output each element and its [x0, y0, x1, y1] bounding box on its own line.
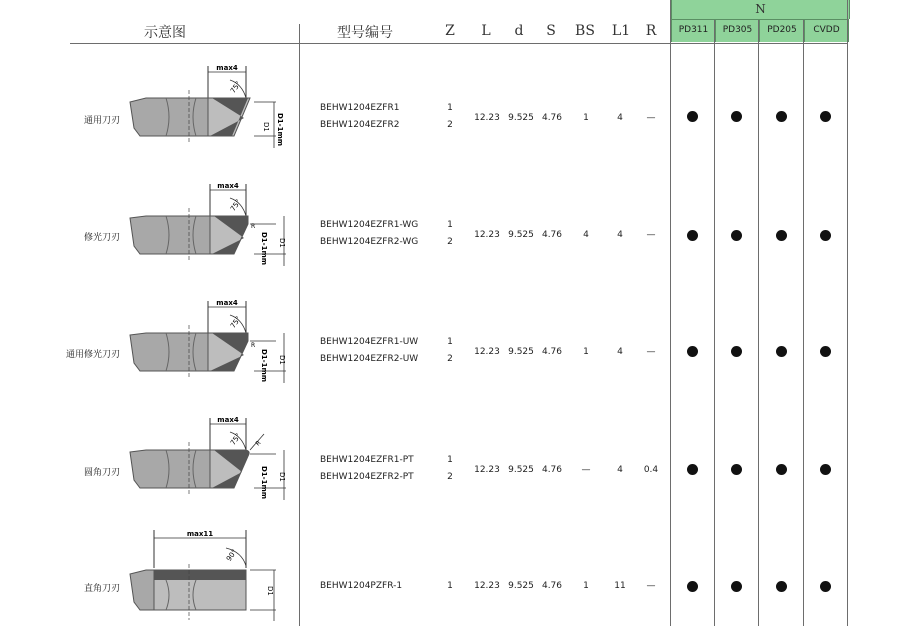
dim-d1b-label: D1-1mm [260, 466, 268, 500]
availability-dot [731, 581, 742, 592]
value-r: — [646, 581, 656, 591]
dim-angle-label: 75° [229, 79, 243, 95]
divider-diagram [299, 24, 300, 626]
value-s: 4.76 [541, 113, 563, 123]
value-d: 9.525 [508, 113, 534, 123]
dim-d1-label: D1 [278, 238, 286, 248]
value-bs: 1 [583, 347, 589, 357]
model-numbers [320, 578, 402, 595]
col-header-l1: L1 [611, 23, 631, 39]
value-s: 4.76 [541, 581, 563, 591]
col-header-bs: BS [575, 23, 595, 39]
z-values [440, 452, 460, 486]
dim-angle-label: 75° [229, 197, 243, 213]
availability-dot [731, 346, 742, 357]
z-value: 2 [447, 237, 453, 247]
header-rule [70, 43, 848, 44]
divider-pd311 [714, 20, 715, 626]
model-numbers [320, 100, 399, 134]
value-bs: 4 [583, 230, 589, 240]
dim-max-label: max4 [217, 182, 239, 190]
row-label: 通用刀刃 [83, 116, 120, 126]
value-l1: 11 [614, 581, 626, 591]
dim-angle-label: 75° [229, 431, 243, 447]
dim-d1-label: D1 [262, 122, 270, 132]
availability-dot [731, 230, 742, 241]
availability-dot [776, 464, 787, 475]
dim-max-label: max4 [216, 64, 238, 72]
availability-dot [776, 581, 787, 592]
value-bs: 1 [583, 581, 589, 591]
model-number: BEHW1204EZFR1 [320, 103, 400, 113]
availability-dot [687, 230, 698, 241]
value-d: 9.525 [508, 465, 534, 475]
z-value: 1 [447, 581, 453, 591]
z-value: 2 [447, 354, 453, 364]
svg-text:R: R [251, 223, 256, 230]
value-r: 0.4 [643, 465, 659, 475]
grade-header-pd305 [715, 20, 760, 42]
svg-text:R: R [254, 439, 263, 448]
model-number: BEHW1204PZFR-1 [320, 581, 403, 591]
availability-dot [687, 581, 698, 592]
model-number: BEHW1204EZFR1-PT [320, 455, 414, 465]
dim-d1b-label: D1-1mm [260, 349, 268, 383]
row-label: 修光刀刃 [83, 233, 120, 243]
availability-dot [820, 346, 831, 357]
diagram-header: 示意图 [144, 25, 186, 41]
z-value: 1 [447, 220, 453, 230]
grade-header-pd311 [671, 20, 716, 42]
value-bs: 1 [583, 113, 589, 123]
value-l: 12.23 [474, 347, 500, 357]
dim-d1-label: D1 [278, 355, 286, 365]
dim-angle-label: 75° [229, 314, 243, 330]
availability-dot [731, 464, 742, 475]
value-l: 12.23 [474, 581, 500, 591]
dim-max-label: max4 [217, 416, 239, 424]
grade-header-cvdd [804, 20, 849, 42]
group-label: N [755, 2, 766, 16]
value-l1: 4 [617, 347, 623, 357]
availability-dot [687, 346, 698, 357]
model-header: 型号编号 [337, 25, 393, 41]
value-r: — [646, 113, 656, 123]
dim-d1-label: D1 [278, 472, 286, 482]
value-d: 9.525 [508, 230, 534, 240]
dim-d1-label: D1 [266, 586, 274, 596]
z-value: 1 [447, 455, 453, 465]
model-numbers [320, 334, 418, 368]
model-numbers [320, 452, 414, 486]
value-r: — [646, 347, 656, 357]
divider-specs [670, 0, 671, 626]
availability-dot [820, 111, 831, 122]
divider-cvdd [847, 0, 848, 626]
dim-angle-label: 90° [225, 547, 239, 563]
value-s: 4.76 [541, 465, 563, 475]
z-values [440, 578, 460, 595]
value-l: 12.23 [474, 113, 500, 123]
col-header-l: L [481, 23, 491, 39]
z-values [440, 334, 460, 368]
z-value: 2 [447, 120, 453, 130]
dim-max-label: max11 [186, 530, 214, 538]
availability-dot [776, 346, 787, 357]
availability-dot [687, 111, 698, 122]
row-label: 直角刀刃 [83, 584, 120, 594]
col-header-s: S [546, 23, 556, 39]
row-label: 通用修光刀刃 [65, 350, 120, 360]
z-value: 2 [447, 472, 453, 482]
row-label: 圆角刀刃 [83, 468, 120, 478]
value-l1: 4 [617, 230, 623, 240]
model-number: BEHW1204EZFR2-UW [320, 354, 419, 364]
availability-dot [687, 464, 698, 475]
insert-diagram [126, 58, 296, 148]
grade-label: PD305 [722, 25, 753, 35]
grade-header-pd205 [759, 20, 805, 42]
col-header-r: R [645, 23, 657, 39]
insert-diagram [126, 176, 296, 266]
divider-pd305 [758, 20, 759, 626]
col-header-z: Z [445, 23, 455, 39]
dim-d1b-label: D1-1mm [260, 232, 268, 266]
model-number: BEHW1204EZFR2 [320, 120, 400, 130]
value-s: 4.76 [541, 347, 563, 357]
value-l1: 4 [617, 465, 623, 475]
grade-label: PD205 [767, 25, 797, 35]
col-header-d: d [514, 23, 524, 39]
svg-text:R: R [251, 342, 256, 349]
model-number: BEHW1204EZFR1-WG [320, 220, 419, 230]
value-l1: 4 [617, 113, 623, 123]
value-s: 4.76 [541, 230, 563, 240]
insert-diagram [126, 410, 296, 500]
model-number: BEHW1204EZFR2-PT [320, 472, 414, 482]
dim-max-label: max4 [216, 299, 238, 307]
z-value: 1 [447, 337, 453, 347]
value-l: 12.23 [474, 230, 500, 240]
grade-label: PD311 [678, 25, 709, 35]
model-numbers [320, 217, 418, 251]
model-number: BEHW1204EZFR2-WG [320, 237, 419, 247]
value-d: 9.525 [508, 347, 534, 357]
value-d: 9.525 [508, 581, 534, 591]
value-l: 12.23 [474, 465, 500, 475]
availability-dot [731, 111, 742, 122]
dim-d1b-label: D1-1mm [276, 113, 284, 147]
z-values [440, 100, 460, 134]
availability-dot [820, 464, 831, 475]
z-value: 1 [447, 103, 453, 113]
insert-diagram [126, 293, 296, 383]
z-values [440, 217, 460, 251]
group-header-n [671, 0, 850, 19]
availability-dot [776, 111, 787, 122]
availability-dot [820, 230, 831, 241]
model-number: BEHW1204EZFR1-UW [320, 337, 419, 347]
value-r: — [646, 230, 656, 240]
availability-dot [776, 230, 787, 241]
grade-label: CVDD [813, 25, 840, 35]
availability-dot [820, 581, 831, 592]
insert-diagram [126, 526, 296, 621]
value-bs: — [581, 465, 591, 475]
divider-pd205 [803, 20, 804, 626]
